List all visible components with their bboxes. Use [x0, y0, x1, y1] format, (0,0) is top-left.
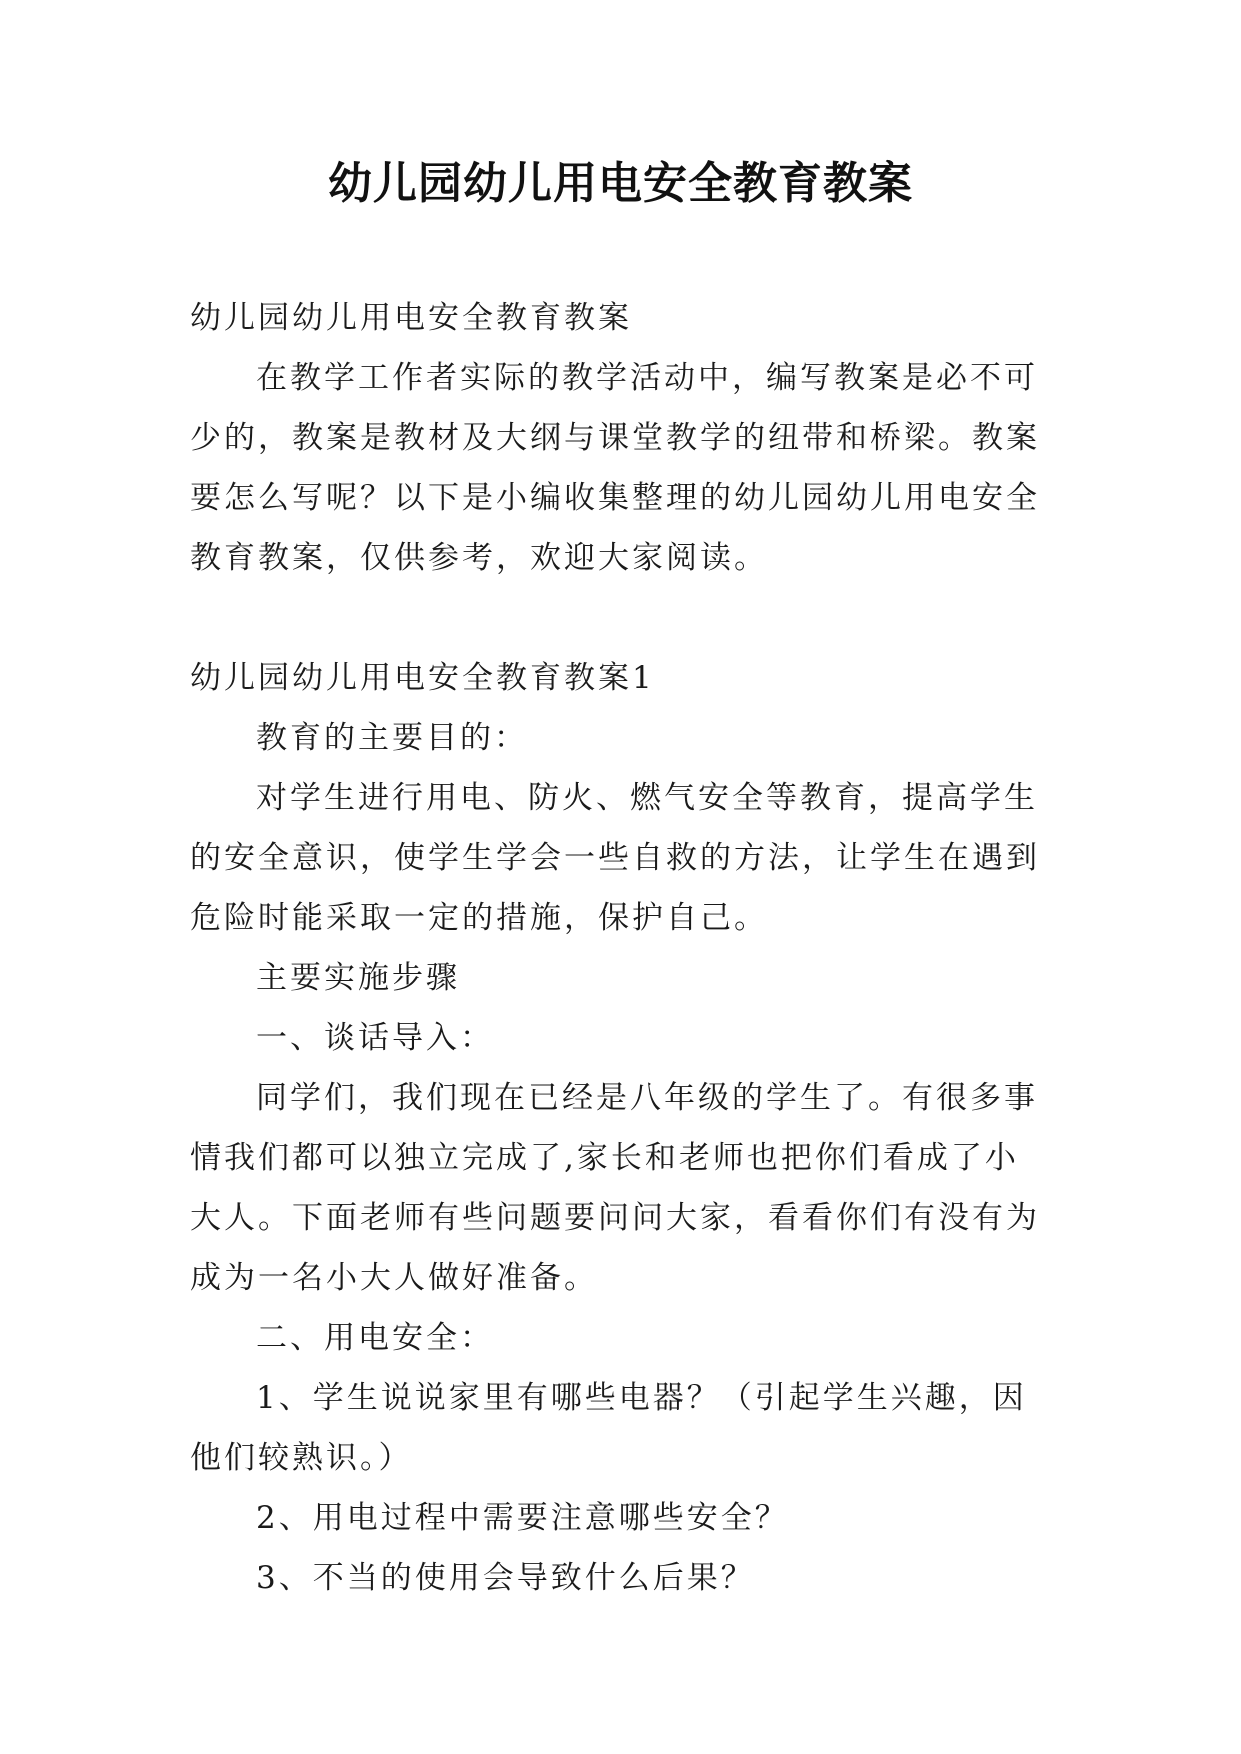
- section-gap: [190, 588, 1052, 648]
- document-body: [190, 288, 1052, 1608]
- list-item-3: 3、不当的使用会导致什么后果？: [256, 1560, 755, 1596]
- list-item-1: 1、学生说说家里有哪些电器？（引起学生兴趣，因他们较熟识。）: [190, 1380, 1027, 1476]
- paragraph-step-two-heading: 二、用电安全：: [256, 1320, 494, 1356]
- document-title: 幼儿园幼儿用电安全教育教案: [328, 158, 913, 209]
- paragraph-purpose-label: 教育的主要目的：: [256, 720, 528, 756]
- list-item-2: 2、用电过程中需要注意哪些安全？: [256, 1500, 789, 1536]
- document-subtitle: 幼儿园幼儿用电安全教育教案: [190, 300, 632, 336]
- paragraph-purpose: 对学生进行用电、防火、燃气安全等教育，提高学生的安全意识，使学生学会一些自救的方法，让学生在遇到危险时能采取一定的措施，保护自己。: [190, 780, 1040, 936]
- paragraph-step-one: 同学们，我们现在已经是八年级的学生了。有很多事情我们都可以独立完成了,家长和老师也把你们看成了小大人。下面老师有些问题要问问大家，看看你们有没有为成为一名小大人做好准备。: [190, 1080, 1040, 1296]
- paragraph-steps-label: 主要实施步骤: [256, 960, 460, 996]
- paragraph-step-one-heading: 一、谈话导入：: [256, 1020, 494, 1056]
- intro-paragraph: 在教学工作者实际的教学活动中，编写教案是必不可少的，教案是教材及大纲与课堂教学的纽带和桥梁。教案要怎么写呢？以下是小编收集整理的幼儿园幼儿用电安全教育教案，仅供参考，欢迎大家阅读。: [190, 360, 1040, 576]
- section-heading: 幼儿园幼儿用电安全教育教案1: [190, 660, 655, 696]
